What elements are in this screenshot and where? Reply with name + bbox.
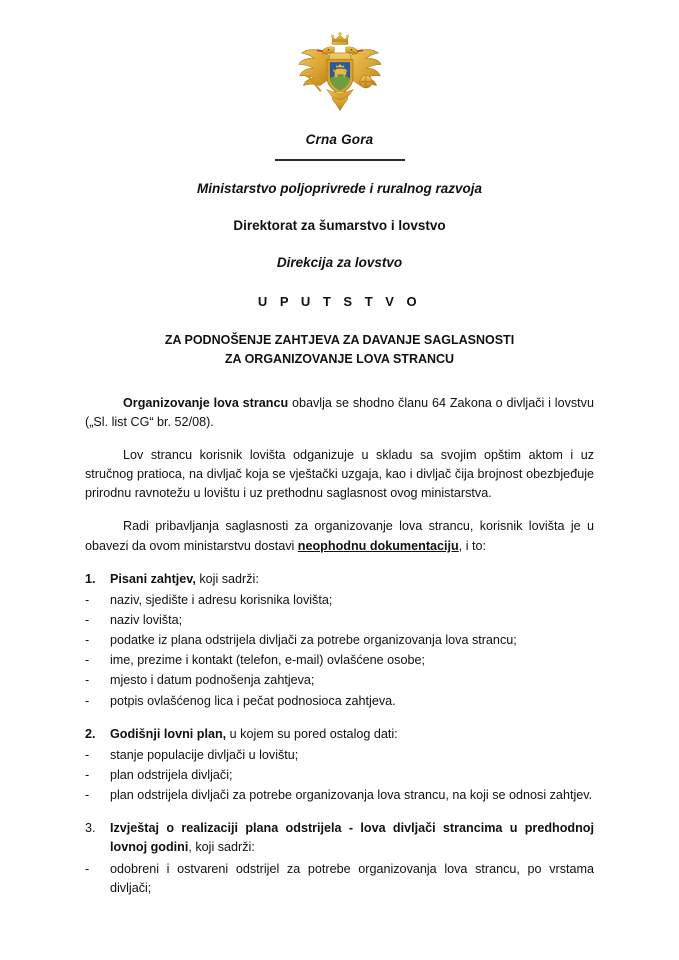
sub-list-dash: -	[85, 592, 90, 607]
sub-list-item-text: podatke iz plana odstrijela divljači za potrebe organizovanja lova strancu;	[110, 633, 517, 648]
sub-list-item	[85, 671, 594, 690]
list-item-content	[110, 819, 594, 857]
list-item-content	[110, 725, 594, 744]
sub-list-dash: -	[85, 613, 90, 628]
sub-list-item-text: mjesto i datum podnošenja zahtjeva;	[110, 673, 315, 688]
paragraph-3	[85, 517, 594, 555]
sub-list-item	[85, 766, 594, 785]
list-item-marker: 3.	[85, 821, 96, 836]
ministry-name: Ministarstvo poljoprivrede i ruralnog razvoja	[196, 181, 483, 196]
document-subject-line-2: ZA ORGANIZOVANJE LOVA STRANCU	[224, 352, 455, 367]
sub-list-dash: -	[85, 747, 90, 762]
list-item-title: Pisani zahtjev,	[110, 571, 196, 586]
sub-list-item-text: plan odstrijela divljači;	[110, 768, 233, 782]
paragraph-2: Lov strancu korisnik lovišta odganizuje u skladu sa svojim opštim aktom i uz stručnog pratioca, na divljač koja se vještački uzgaja, kao i divljač čija brojnost obezbjeđuje prirodnu ravnotežu u lovištu i uz prethodnu saglasnost ovog ministarstva.	[85, 448, 594, 501]
sub-list-item-text: odobreni i ostvareni odstrijel za potrebe organizovanja lova strancu, po vrstama divljači;	[110, 861, 594, 895]
sub-list-item	[85, 786, 594, 805]
sub-list-dash: -	[85, 653, 90, 668]
list-item-marker: 1.	[85, 571, 96, 586]
country-name: Crna Gora	[305, 132, 374, 147]
sub-list-dash: -	[85, 861, 90, 876]
paragraph-1-text: obavlja se shodno članu 64 Zakona o divljači i lovstvu („Sl. list CG“ br. 52/08).	[85, 395, 594, 429]
list-item-title: Godišnji lovni plan,	[110, 726, 227, 741]
sub-list-dash: -	[85, 673, 90, 688]
required-documentation-emphasis: neophodnu dokumentaciju	[297, 538, 459, 553]
sub-list-dash: -	[85, 693, 90, 708]
sub-list-item	[85, 860, 594, 898]
paragraph-1	[85, 394, 594, 432]
sub-list-item	[85, 631, 594, 650]
paragraph-3-suffix: , i to:	[458, 538, 487, 553]
sub-list-item-text: potpis ovlašćenog lica i pečat podnosioca zahtjeva.	[110, 693, 396, 708]
sub-list-item-text: stanje populacije divljači u lovištu;	[110, 747, 299, 762]
sub-list-item-text: naziv lovišta;	[110, 613, 183, 628]
sub-list-dash: -	[85, 768, 90, 782]
emblem-container	[85, 0, 594, 124]
paragraph-3-prefix: Radi pribavljanja saglasnosti za organizovanje lova strancu, korisnik lovišta je u obavezi da ovom ministarstvu dostavi	[85, 519, 594, 553]
sub-list-item-text: naziv, sjedište i adresu korisnika lovišta;	[110, 592, 333, 607]
sub-list	[85, 746, 594, 805]
list-item	[85, 819, 594, 857]
crown-part	[330, 32, 348, 44]
paragraph-1-lead: Organizovanje lova strancu	[123, 395, 289, 410]
sub-list-item	[85, 746, 594, 765]
header-divider-container	[85, 159, 594, 161]
sub-list-item	[85, 651, 594, 670]
sub-list-item	[85, 591, 594, 610]
header-divider	[275, 159, 405, 161]
list-item	[85, 725, 594, 744]
directorate-name: Direktorat za šumarstvo i lovstvo	[233, 218, 446, 233]
list-item-title-rest: koji sadrži:	[195, 571, 259, 586]
sub-list-item-text: plan odstrijela divljači za potrebe organizovanja lova strancu, na koji se odnosi zahtjev.	[110, 788, 593, 803]
list-item-marker: 2.	[85, 726, 96, 741]
left-wing-part	[298, 50, 330, 86]
sub-list	[85, 591, 594, 711]
list-item-title-rest: u kojem su pored ostalog dati:	[226, 726, 398, 741]
direction-name: Direkcija za lovstvo	[276, 255, 403, 270]
sub-list-dash: -	[85, 788, 90, 803]
list-item	[85, 570, 594, 589]
list-item-content	[110, 570, 594, 589]
list-item-title-rest: , koji sadrži:	[188, 840, 255, 855]
shield-part	[327, 60, 353, 94]
document-body	[85, 394, 594, 898]
sub-list-item	[85, 692, 594, 711]
list-item-title: Izvještaj o realizaciji plana odstrijela - lova divljači strancima u predhodnoj lovnoj godini	[110, 821, 594, 855]
document-subject-line-1: ZA PODNOŠENJE ZAHTJEVA ZA DAVANJE SAGLASNOSTI	[164, 333, 515, 347]
sub-list	[85, 860, 594, 898]
sub-list-dash: -	[85, 633, 90, 648]
sub-list-item-text: ime, prezime i kontakt (telefon, e-mail) ovlašćene osobe;	[110, 653, 425, 668]
document-kind-title: U P U T S T V O	[257, 294, 422, 309]
sub-list-item	[85, 611, 594, 630]
montenegro-coat-of-arms-icon	[292, 28, 388, 124]
document-subject	[85, 331, 594, 370]
